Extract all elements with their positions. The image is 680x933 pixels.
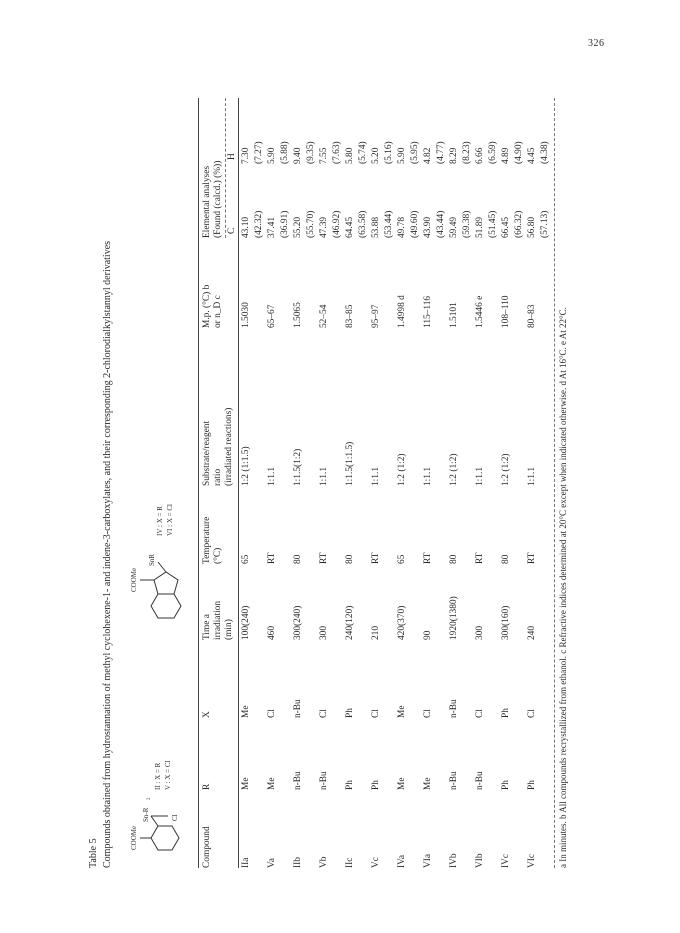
compound-cell: Vb	[319, 856, 329, 868]
x-cell: Cl	[371, 709, 381, 718]
table-row	[396, 98, 422, 868]
c-found-value: 49.78	[397, 216, 407, 238]
compound-cell: IVb	[449, 853, 459, 868]
h-analysis-cell	[344, 98, 370, 164]
temperature-cell: RT	[423, 552, 433, 564]
c-calcd-value: (36.91)	[280, 210, 290, 238]
ratio-cell: 1:1.5(1:2)	[293, 448, 303, 486]
time-cell: 210	[371, 625, 381, 640]
h-found-value: 5.90	[397, 147, 407, 164]
analyses-sub-rule	[225, 98, 226, 238]
temperature-cell: 80	[345, 554, 355, 564]
time-cell: 1920(1380)	[449, 596, 459, 640]
temperature-cell: 65	[397, 554, 407, 564]
r-cell: Me	[397, 777, 407, 790]
c-calcd-value: (53.44)	[384, 210, 394, 238]
benzene-ring	[151, 594, 181, 618]
r-cell: Me	[267, 777, 277, 790]
table-row	[474, 98, 500, 868]
rotated-table-region	[88, 93, 598, 868]
header-mp-2: or n_D c	[213, 295, 223, 328]
c-analysis-cell	[266, 164, 292, 238]
header-mp-1: M.p. (°C) b	[202, 284, 212, 328]
compound-cell: IVa	[397, 854, 407, 868]
left-sn-subscript: 2	[147, 797, 152, 800]
c-found-value: 37.41	[267, 216, 277, 238]
c-analysis-cell	[318, 164, 344, 238]
c-found-value: 51.89	[475, 216, 485, 238]
header-ratio-1: Substrate/reagent	[202, 420, 212, 486]
header-bottom-rule	[238, 98, 239, 868]
mp-cell: 80–83	[527, 304, 537, 328]
ratio-cell: 1:1.1	[371, 466, 381, 486]
ratio-cell: 1:1.1	[527, 466, 537, 486]
r-cell: Ph	[345, 780, 355, 790]
compound-cell: IVc	[501, 853, 511, 868]
h-calcd-value: (4.38)	[540, 141, 550, 164]
mp-cell: 1.5030	[241, 302, 251, 328]
h-calcd-value: (9.35)	[306, 141, 316, 164]
c-calcd-value: (57.13)	[540, 210, 550, 238]
x-cell: Cl	[267, 709, 277, 718]
h-calcd-value: (4.77)	[436, 141, 446, 164]
c-analysis-cell	[500, 164, 526, 238]
temperature-cell: RT	[267, 552, 277, 564]
h-found-value: 7.30	[241, 147, 251, 164]
table-top-rule	[198, 98, 199, 868]
page-number: 326	[588, 38, 605, 49]
left-scheme-label-2: V : X = Cl	[164, 760, 172, 790]
header-temperature-2: (°C)	[213, 547, 223, 564]
left-scheme-label-1: II : X = R	[154, 762, 162, 790]
r-cell: Me	[423, 777, 433, 790]
h-analysis-cell	[500, 98, 526, 164]
x-cell: n-Bu	[293, 699, 303, 718]
h-analysis-cell	[318, 98, 344, 164]
h-calcd-value: (5.95)	[410, 141, 420, 164]
x-cell: Cl	[423, 709, 433, 718]
left-ester-label: COOMe	[130, 825, 138, 850]
h-analysis-cell	[422, 98, 448, 164]
h-analysis-cell	[292, 98, 318, 164]
h-analysis-cell	[266, 98, 292, 164]
ratio-cell: 1:2 (1:2)	[397, 453, 407, 486]
table-label: Table 5	[88, 838, 99, 868]
h-analysis-cell	[448, 98, 474, 164]
c-found-value: 66.45	[501, 216, 511, 238]
table-footnote: a In minutes. b All compounds recrystallized from ethanol. c Refractive indices determined at 20°C except when indicated otherwise. d At 16°C. e At 22°C.	[558, 307, 568, 868]
left-cl-label: Cl	[171, 814, 179, 821]
c-calcd-value: (49.60)	[410, 210, 420, 238]
h-found-value: 6.66	[475, 147, 485, 164]
h-found-value: 5.90	[267, 147, 277, 164]
compound-cell: Vc	[371, 857, 381, 868]
time-cell: 460	[267, 625, 277, 640]
structure-scheme	[124, 448, 196, 868]
h-found-value: 4.82	[423, 147, 433, 164]
table-row	[266, 98, 292, 868]
table-row	[526, 98, 552, 868]
h-calcd-value: (5.74)	[358, 141, 368, 164]
time-cell: 90	[423, 630, 433, 640]
r-cell: n-Bu	[475, 771, 485, 790]
mp-cell: 1.5446 e	[475, 295, 485, 328]
c-calcd-value: (66.32)	[514, 210, 524, 238]
cyclopentane-ring	[154, 572, 178, 594]
compound-cell: VIa	[423, 853, 433, 868]
c-calcd-value: (42.32)	[254, 210, 264, 238]
header-analyses-2: (Found (calcd.) (%))	[213, 160, 223, 238]
x-cell: Cl	[319, 709, 329, 718]
h-found-value: 9.40	[293, 147, 303, 164]
time-cell: 300(240)	[293, 605, 303, 640]
h-found-value: 7.55	[319, 147, 329, 164]
c-analysis-cell	[422, 164, 448, 238]
r-cell: n-Bu	[293, 771, 303, 790]
c-calcd-value: (43.44)	[436, 210, 446, 238]
c-found-value: 55.20	[293, 216, 303, 238]
c-analysis-cell	[448, 164, 474, 238]
c-found-value: 59.49	[449, 216, 459, 238]
r-cell: n-Bu	[319, 771, 329, 790]
ratio-cell: 1:1.1	[475, 466, 485, 486]
h-calcd-value: (6.59)	[488, 141, 498, 164]
header-time-1: Time a	[202, 614, 212, 640]
c-analysis-cell	[292, 164, 318, 238]
header-time-2: irradiation	[213, 600, 223, 640]
temperature-cell: RT	[475, 552, 485, 564]
c-analysis-cell	[344, 164, 370, 238]
r-cell: n-Bu	[449, 771, 459, 790]
ratio-cell: 1:1.1	[423, 466, 433, 486]
r-cell: Me	[241, 777, 251, 790]
h-analysis-cell	[474, 98, 500, 164]
c-analysis-cell	[526, 164, 552, 238]
c-analysis-cell	[474, 164, 500, 238]
compound-cell: Va	[267, 858, 277, 868]
c-calcd-value: (59.38)	[462, 210, 472, 238]
c-found-value: 47.39	[319, 216, 329, 238]
c-calcd-value: (55.70)	[306, 210, 316, 238]
mp-cell: 1.5065	[293, 302, 303, 328]
c-found-value: 53.88	[371, 216, 381, 238]
header-time-3: (min)	[224, 619, 234, 640]
table-bottom-rule	[554, 98, 555, 868]
h-calcd-value: (4.90)	[514, 141, 524, 164]
c-analysis-cell	[396, 164, 422, 238]
compound-cell: IIb	[293, 857, 303, 868]
temperature-cell: RT	[527, 552, 537, 564]
temperature-cell: 80	[501, 554, 511, 564]
x-cell: Cl	[527, 709, 537, 718]
x-cell: Ph	[501, 708, 511, 718]
h-found-value: 5.80	[345, 147, 355, 164]
c-calcd-value: (46.92)	[332, 210, 342, 238]
mp-cell: 65–67	[267, 304, 277, 328]
table-row	[500, 98, 526, 868]
table-row	[448, 98, 474, 868]
temperature-cell: RT	[319, 552, 329, 564]
table-row	[344, 98, 370, 868]
h-found-value: 4.89	[501, 147, 511, 164]
table-row	[370, 98, 396, 868]
compound-cell: IIa	[241, 857, 251, 868]
c-found-value: 43.90	[423, 216, 433, 238]
header-r: R	[202, 783, 212, 790]
mp-cell: 115–116	[423, 295, 433, 328]
right-scheme-label-2: VI : X = Cl	[166, 504, 174, 536]
time-cell: 100(240)	[241, 605, 251, 640]
x-cell: n-Bu	[449, 699, 459, 718]
c-analysis-cell	[370, 164, 396, 238]
h-calcd-value: (8.23)	[462, 141, 472, 164]
table-caption: Compounds obtained from hydrostannation of methyl cyclohexene-1- and indene-3-carboxylates, and their corresponding 2-chlorodialkylstannyl derivatives	[102, 240, 113, 868]
h-calcd-value: (7.27)	[254, 141, 264, 164]
ratio-cell: 1:2 (1:2)	[501, 453, 511, 486]
time-cell: 300	[475, 625, 485, 640]
h-found-value: 5.20	[371, 147, 381, 164]
right-scheme-label-1: IV : X = R	[156, 506, 164, 536]
header-h: H	[227, 153, 237, 160]
compound-cell: VIb	[475, 853, 485, 868]
h-analysis-cell	[240, 98, 266, 164]
compound-cell: IIc	[345, 857, 355, 868]
x-cell: Cl	[475, 709, 485, 718]
data-table	[240, 98, 552, 868]
compound-cell: VIc	[527, 853, 537, 868]
header-compound: Compound	[202, 826, 212, 868]
h-found-value: 4.45	[527, 147, 537, 164]
h-calcd-value: (5.88)	[280, 141, 290, 164]
right-ester-label: COOMe	[130, 567, 138, 592]
ratio-cell: 1:1.1	[319, 466, 329, 486]
c-found-value: 56.80	[527, 216, 537, 238]
header-c: C	[227, 227, 237, 234]
ratio-cell: 1:1.5(1:1.5)	[345, 441, 355, 486]
h-analysis-cell	[396, 98, 422, 164]
time-cell: 300	[319, 625, 329, 640]
r-cell: Ph	[527, 780, 537, 790]
table-row	[240, 98, 266, 868]
time-cell: 300(160)	[501, 605, 511, 640]
ratio-cell: 1:2 (1:2)	[449, 453, 459, 486]
r-cell: Ph	[371, 780, 381, 790]
h-analysis-cell	[370, 98, 396, 164]
header-analyses-1: Elemental analyses	[202, 165, 212, 238]
ratio-cell: 1:1.1	[267, 466, 277, 486]
h-found-value: 8.29	[449, 147, 459, 164]
mp-cell: 108–110	[501, 295, 511, 328]
time-cell: 240(120)	[345, 605, 355, 640]
table-row	[318, 98, 344, 868]
x-cell: Me	[397, 705, 407, 718]
ratio-cell: 1:2 (1:1.5)	[241, 446, 251, 486]
time-cell: 420(370)	[397, 605, 407, 640]
x-cell: Ph	[345, 708, 355, 718]
c-analysis-cell	[240, 164, 266, 238]
h-calcd-value: (5.16)	[384, 141, 394, 164]
r-cell: Ph	[501, 780, 511, 790]
left-sn-label: Sn-R	[142, 807, 150, 822]
c-found-value: 64.45	[345, 216, 355, 238]
cyclohexane-ring	[151, 826, 179, 850]
h-calcd-value: (7.63)	[332, 141, 342, 164]
table-row	[292, 98, 318, 868]
mp-cell: 95–97	[371, 304, 381, 328]
temperature-cell: 65	[241, 554, 251, 564]
header-ratio-3: (irradiated reactions)	[224, 407, 234, 486]
table-body	[240, 98, 552, 868]
c-calcd-value: (51.45)	[488, 210, 498, 238]
h-analysis-cell	[526, 98, 552, 164]
mp-cell: 1.5101	[449, 302, 459, 328]
temperature-cell: RT	[371, 552, 381, 564]
c-found-value: 43.10	[241, 216, 251, 238]
header-temperature-1: Temperature	[202, 516, 212, 564]
mp-cell: 1.4998 d	[397, 295, 407, 328]
header-x: X	[202, 711, 212, 718]
mp-cell: 83–85	[345, 304, 355, 328]
header-ratio-2: ratio	[213, 468, 223, 486]
temperature-cell: 80	[293, 554, 303, 564]
time-cell: 240	[527, 625, 537, 640]
c-calcd-value: (63.58)	[358, 210, 368, 238]
mp-cell: 52–54	[319, 304, 329, 328]
temperature-cell: 80	[449, 554, 459, 564]
table-row	[422, 98, 448, 868]
x-cell: Me	[241, 705, 251, 718]
right-sn-label: SnR	[148, 553, 156, 566]
